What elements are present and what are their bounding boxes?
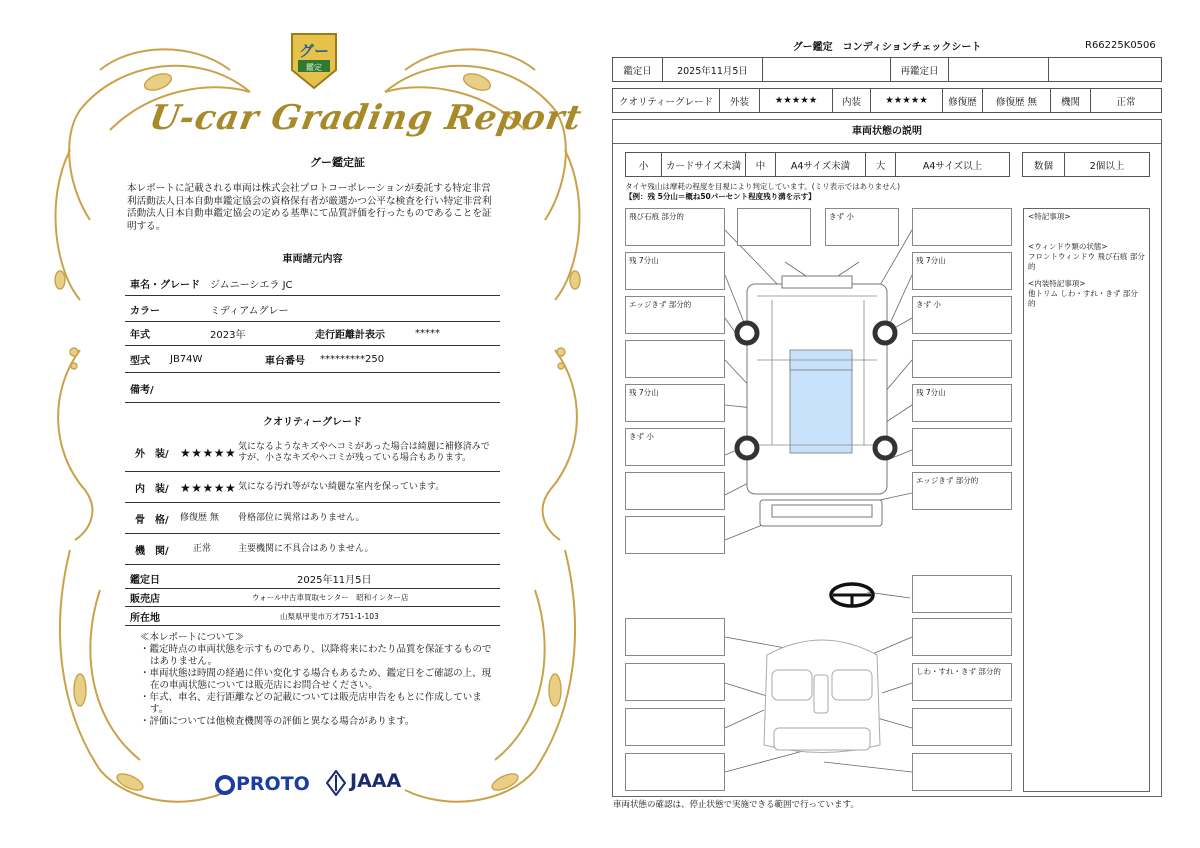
interior-box (625, 618, 725, 656)
spec-value: 2023年 (210, 330, 246, 341)
damage-box (912, 428, 1012, 466)
quality-desc: 骨格部位に異常はありません。 (238, 513, 365, 523)
damage-box: 残 7分山 (912, 384, 1012, 422)
damage-box (912, 340, 1012, 378)
note-item: ・鑑定時点の車両状態を示すものであり、以降将来にわたり品質を保証するものではありません。 (140, 644, 492, 667)
interior-box (912, 618, 1012, 656)
damage-box (625, 340, 725, 378)
size-mid-desc: A4サイズ未満 (776, 153, 866, 177)
size-large: 大 (866, 153, 896, 177)
quality-row-frame (125, 504, 500, 534)
cert-value: 2025年11月5日 (297, 574, 372, 586)
proto-logo: PROTO (236, 773, 310, 795)
engine-label: 機関 (1051, 89, 1091, 113)
damage-box: 残 7分山 (625, 252, 725, 290)
cert-label: 販売店 (130, 594, 160, 605)
quality-label: 内 装/ (135, 484, 169, 495)
date-table (612, 57, 1162, 82)
sheet-id: R66225K0506 (1085, 40, 1156, 51)
spec-row-remarks (125, 375, 500, 403)
damage-box (737, 208, 811, 246)
cert-row-address (125, 607, 500, 626)
damage-box: 残 7分山 (912, 252, 1012, 290)
damage-box: きず 小 (912, 296, 1012, 334)
appraisal-date-label: 鑑定日 (613, 58, 663, 82)
specs-title: 車両諸元内容 (282, 254, 343, 265)
damage-box: きず 小 (625, 428, 725, 466)
cert-row-dealer (125, 589, 500, 607)
exterior-stars: ★★★★★ (760, 89, 833, 113)
cert-label: 鑑定日 (130, 574, 160, 586)
size-legend-table (625, 152, 1010, 177)
spec-label: 走行距離計表示 (315, 330, 385, 341)
size-small: 小 (626, 153, 662, 177)
spec-row-color (125, 298, 500, 322)
interior-box (625, 663, 725, 701)
damage-box: 飛び石痕 部分的 (625, 208, 725, 246)
state-title: 車両状態の説明 (612, 119, 1162, 144)
exterior-stars: ★★★★★ (180, 445, 237, 460)
svg-text:グー: グー (298, 42, 330, 60)
cert-value: ウォール中古車買取センター 昭和インター店 (252, 593, 409, 602)
repair-value: 修復歴 無 (983, 89, 1051, 113)
engine-value: 正常 (1091, 89, 1162, 113)
quality-label: 骨 格/ (135, 515, 169, 526)
appraisal-date-value: 2025年11月5日 (663, 58, 763, 82)
sheet-title: グー鑑定 コンディションチェックシート (792, 42, 982, 53)
interior-box (912, 708, 1012, 746)
spec-label: 車台番号 (265, 356, 305, 367)
damage-box (625, 472, 725, 510)
quality-row-interior (125, 473, 500, 503)
count-label: 数個 (1023, 153, 1065, 177)
interior-stars: ★★★★★ (180, 480, 237, 495)
quality-desc: 気になるようなキズやヘコミがあった場合は綺麗に補修済みですが、小さなキズやヘコミが残っている場合もあります。 (238, 441, 490, 463)
note-item: ・年式、車名、走行距離などの記載については販売店申告をもとに作成しています。 (140, 692, 482, 715)
reappraisal-label: 再鑑定日 (891, 58, 949, 82)
quality-desc: 気になる汚れ等がない綺麗な室内を保っています。 (238, 482, 445, 492)
spec-label: 型式 (130, 356, 150, 367)
spec-value: ミディアムグレー (210, 306, 289, 317)
spec-label: 車名・グレード (130, 280, 200, 291)
spec-label: 年式 (130, 330, 150, 341)
damage-box: 残 7分山 (625, 384, 725, 422)
spec-value: ***** (415, 328, 440, 339)
spec-value: JB74W (170, 354, 203, 365)
special-notes-panel (1023, 208, 1150, 792)
spec-value: ジムニーシエラ JC (210, 280, 293, 291)
damage-box: エッジきず 部分的 (625, 296, 725, 334)
size-mid: 中 (746, 153, 776, 177)
cert-row-date (125, 568, 500, 589)
cert-value: 山梨県甲斐市万才751-1-103 (280, 611, 379, 621)
certificate-subtitle: グー鑑定証 (310, 156, 365, 169)
note-item: ・評価については他検査機関等の評価と異なる場合があります。 (140, 716, 415, 727)
damage-box: きず 小 (825, 208, 899, 246)
interior-stars: ★★★★★ (871, 89, 943, 113)
quality-label: 機 関/ (135, 546, 169, 557)
tire-example: 【例：残 5分山＝概ね50パーセント程度残り溝を示す】 (625, 192, 816, 201)
spec-label: 備考/ (130, 385, 154, 396)
size-small-desc: カードサイズ未満 (662, 153, 746, 177)
window-title: <ウィンドウ類の状態> (1028, 242, 1108, 251)
spec-row-model (125, 347, 500, 373)
interior-box (625, 753, 725, 791)
interior-box (912, 753, 1012, 791)
damage-box: エッジきず 部分的 (912, 472, 1012, 510)
spec-row-name (125, 272, 500, 296)
jaaa-logo: JAAA (350, 770, 402, 792)
engine-value: 正常 (193, 544, 212, 554)
svg-text:鑑定: 鑑定 (306, 63, 322, 72)
note-item: ・車両状態は時間の経過に伴い変化する場合もあるため、鑑定日をご確認の上、現在の車両状態については販売店にお問合せください。 (140, 668, 492, 691)
report-script-title: U-car Grading Report (146, 98, 586, 138)
spec-value: *********250 (320, 354, 385, 365)
grade-label: クオリティーグレード (613, 89, 720, 113)
quality-title: クオリティーグレード (263, 417, 362, 428)
notes-title: ≪本レポートについて≫ (140, 632, 245, 643)
frame-value: 修復歴 無 (180, 513, 219, 523)
damage-box (625, 516, 725, 554)
exterior-label: 外装 (720, 89, 760, 113)
goo-appraisal-badge-icon (286, 30, 342, 92)
report-notes (140, 632, 500, 728)
cert-label: 所在地 (130, 612, 160, 624)
interior-label: 内装 (833, 89, 871, 113)
count-value: 2個以上 (1065, 153, 1150, 177)
quality-row-engine (125, 535, 500, 565)
quality-desc: 主要機関に不具合はありません。 (238, 544, 374, 554)
interior-box (625, 708, 725, 746)
tire-note: タイヤ残山は摩耗の程度を目視により判定しています。(ミリ表示ではありません) (625, 182, 901, 191)
grade-table (612, 88, 1162, 113)
interior-box: しわ・すれ・きず 部分的 (912, 663, 1012, 701)
quality-label: 外 装/ (135, 449, 169, 460)
jaaa-logo-icon (326, 770, 346, 796)
interior-special-title: <内装特記事項> (1028, 279, 1086, 288)
interior-box (912, 575, 1012, 613)
sheet-footer: 車両状態の確認は、停止状態で実施できる範囲で行っています。 (613, 800, 859, 810)
interior-special-value: 他トリム しわ・すれ・きず 部分的 (1028, 289, 1138, 308)
size-large-desc: A4サイズ以上 (896, 153, 1010, 177)
spec-row-year (125, 322, 500, 346)
window-value: フロントウィンドウ 飛び石痕 部分的 (1028, 252, 1145, 271)
repair-label: 修復歴 (943, 89, 983, 113)
special-title: <特記事項> (1028, 212, 1071, 221)
spec-label: カラー (130, 306, 160, 317)
count-table (1022, 152, 1150, 177)
proto-logo-icon (214, 774, 236, 796)
certificate-intro: 本レポートに記載される車両は株式会社プロトコーポレーションが委託する特定非営利活動法人日本自動車鑑定協会の資格保有者が厳選かつ公平な検査を行い特定非営利活動法人日本自動車鑑定協会の定める基準にて品質評価を行ったものであることを証明する。 (127, 183, 492, 232)
damage-box (912, 208, 1012, 246)
quality-row-exterior (125, 434, 500, 472)
